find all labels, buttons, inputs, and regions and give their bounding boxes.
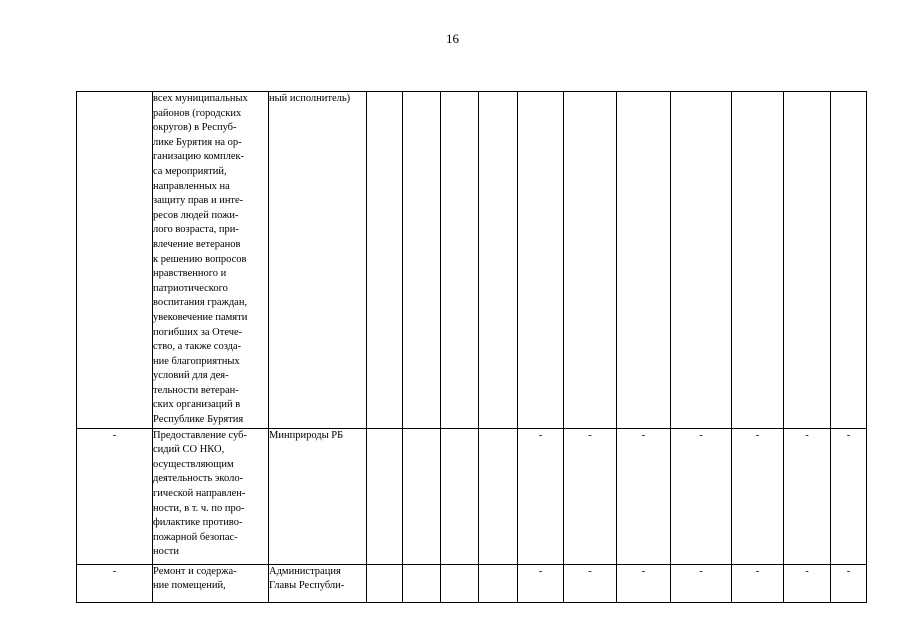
value-cell xyxy=(367,428,403,564)
event-text-line: са мероприятий, xyxy=(153,165,227,177)
event-text-line: пожарной безопас- xyxy=(153,531,238,543)
executor-cell xyxy=(269,92,367,429)
row-number-cell xyxy=(77,92,153,429)
event-text-line: лике Бурятия на ор- xyxy=(153,136,242,148)
event-text-line: условий для дея- xyxy=(153,370,229,382)
value-cell xyxy=(831,92,867,429)
executor-text-line: Администрация xyxy=(269,565,341,577)
event-text-line: нравственного и xyxy=(153,268,227,280)
value-cell xyxy=(479,428,518,564)
value-cell xyxy=(617,92,671,429)
value-cell xyxy=(403,92,441,429)
event-text-line: филактике противо- xyxy=(153,517,243,529)
event-text-line: тельности ветеран- xyxy=(153,384,239,396)
value-cell xyxy=(671,92,732,429)
event-text-line: деятельность эколо- xyxy=(153,473,244,485)
table-row xyxy=(77,428,867,564)
row-number-cell: - xyxy=(77,428,153,564)
value-cell xyxy=(367,564,403,602)
event-text-line: ние благоприятных xyxy=(153,355,240,367)
page-number: 16 xyxy=(446,31,459,46)
value-cell xyxy=(564,92,617,429)
event-description-cell xyxy=(153,92,269,429)
event-text-line: увековечение памяти xyxy=(153,311,248,323)
event-text-line: Предоставление суб- xyxy=(153,429,247,441)
value-cell xyxy=(441,428,479,564)
event-description-cell xyxy=(153,428,269,564)
value-cell: - xyxy=(671,564,732,602)
executor-cell xyxy=(269,428,367,564)
value-cell: - xyxy=(831,564,867,602)
event-text-line: Республике Бурятия xyxy=(153,414,244,426)
value-cell: - xyxy=(784,564,831,602)
value-cell: - xyxy=(831,428,867,564)
executor-cell xyxy=(269,564,367,602)
value-cell xyxy=(732,92,784,429)
event-text-line: влечение ветеранов xyxy=(153,238,241,250)
event-text-line: к решению вопросов xyxy=(153,253,247,265)
value-cell xyxy=(403,428,441,564)
table-row xyxy=(77,564,867,602)
event-text-line: гической направлен- xyxy=(153,488,246,500)
row-number-cell: - xyxy=(77,564,153,602)
program-table xyxy=(76,91,867,603)
value-cell xyxy=(479,564,518,602)
value-cell: - xyxy=(784,428,831,564)
event-text-line: воспитания граждан, xyxy=(153,297,248,309)
event-text-line: осуществляющим xyxy=(153,458,234,470)
executor-text-line: Минприроды РБ xyxy=(269,429,344,441)
table-row xyxy=(77,92,867,429)
value-cell: - xyxy=(617,564,671,602)
event-text-line: ских организаций в xyxy=(153,399,241,411)
value-cell xyxy=(441,564,479,602)
value-cell: - xyxy=(564,428,617,564)
event-text-line: ности, в т. ч. по про- xyxy=(153,502,245,514)
value-cell xyxy=(784,92,831,429)
value-cell xyxy=(479,92,518,429)
value-cell xyxy=(403,564,441,602)
value-cell: - xyxy=(671,428,732,564)
event-text-line: всех муниципальных xyxy=(153,93,248,104)
value-cell xyxy=(518,92,564,429)
value-cell: - xyxy=(732,564,784,602)
event-text-line: Ремонт и содержа- xyxy=(153,565,237,577)
event-text-line: ние помещений, xyxy=(153,580,226,592)
value-cell: - xyxy=(617,428,671,564)
event-text-line: погибших за Отече- xyxy=(153,326,243,338)
executor-text-line: Главы Республи- xyxy=(269,580,345,592)
event-description-cell xyxy=(153,564,269,602)
value-cell xyxy=(367,92,403,429)
event-text-line: сидий СО НКО, xyxy=(153,444,225,456)
value-cell: - xyxy=(564,564,617,602)
event-text-line: направленных на xyxy=(153,180,230,192)
value-cell: - xyxy=(518,564,564,602)
value-cell: - xyxy=(732,428,784,564)
executor-text-line: ный исполнитель) xyxy=(269,93,351,104)
event-text-line: патриотического xyxy=(153,282,228,294)
value-cell: - xyxy=(518,428,564,564)
event-text-line: ство, а также созда- xyxy=(153,341,242,353)
event-text-line: защиту прав и инте- xyxy=(153,195,244,207)
event-text-line: районов (городских xyxy=(153,107,242,119)
event-text-line: ресов людей пожи- xyxy=(153,209,239,221)
event-text-line: ности xyxy=(153,546,179,558)
event-text-line: лого возраста, при- xyxy=(153,224,239,236)
event-text-line: ганизацию комплек- xyxy=(153,151,245,163)
event-text-line: округов) в Респуб- xyxy=(153,122,237,134)
value-cell xyxy=(441,92,479,429)
